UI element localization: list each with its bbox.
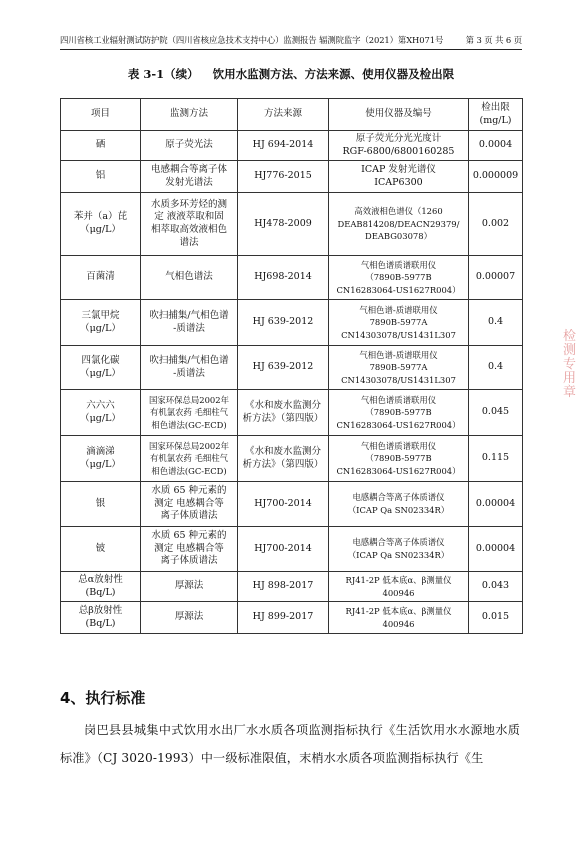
cell-source: HJ 898-2017 (238, 572, 329, 602)
cell-limit: 0.00004 (469, 527, 523, 572)
cell-source: HJ700-2014 (238, 527, 329, 572)
table-row (61, 482, 523, 527)
seal-stamp: 检测专用章 (563, 329, 577, 400)
table-title (60, 66, 522, 82)
cell-instrument: 气相色谱-质谱联用仪 7890B-5977A CN14303078/US1431L307 (329, 346, 469, 390)
cell-limit: 0.00007 (469, 256, 523, 300)
report-header (60, 34, 522, 50)
monitoring-methods-table (60, 98, 523, 634)
cell-limit: 0.015 (469, 602, 523, 634)
cell-item: 总β放射性 (Bq/L) (61, 602, 141, 634)
cell-source: HJ698-2014 (238, 256, 329, 300)
table-row (61, 346, 523, 390)
cell-limit: 0.043 (469, 572, 523, 602)
table-header-row (61, 99, 523, 131)
cell-instrument: 气相色谱质谱联用仪 （7890B-5977B CN16283064-US1627R004） (329, 390, 469, 436)
cell-instrument: 高效液相色谱仪（1260 DEAB814208/DEACN29379/ DEABG03078） (329, 193, 469, 256)
cell-method: 电感耦合等离子体 发射光谱法 (141, 161, 238, 193)
cell-source: 《水和废水监测分 析方法》（第四版） (238, 390, 329, 436)
cell-item: 滴滴涕 （μg/L） (61, 436, 141, 482)
cell-instrument: 原子荧光分光光度计 RGF-6800/6800160285 (329, 131, 469, 161)
cell-item: 铝 (61, 161, 141, 193)
cell-method: 厚源法 (141, 602, 238, 634)
cell-item: 银 (61, 482, 141, 527)
cell-item: 四氯化碳 （μg/L） (61, 346, 141, 390)
table-row (61, 193, 523, 256)
cell-source: HJ 639-2012 (238, 300, 329, 346)
cell-item: 总α放射性 (Bq/L) (61, 572, 141, 602)
cell-limit: 0.000009 (469, 161, 523, 193)
header-method: 监测方法 (141, 99, 238, 131)
cell-source: HJ700-2014 (238, 482, 329, 527)
cell-method: 水质 65 种元素的 测定 电感耦合等 离子体质谱法 (141, 527, 238, 572)
header-source: 方法来源 (238, 99, 329, 131)
table-row (61, 256, 523, 300)
cell-method: 水质 65 种元素的 测定 电感耦合等 离子体质谱法 (141, 482, 238, 527)
cell-item: 苯并（a）芘 （μg/L） (61, 193, 141, 256)
cell-instrument: 气相色谱-质谱联用仪 7890B-5977A CN14303078/US1431L307 (329, 300, 469, 346)
cell-limit: 0.115 (469, 436, 523, 482)
table-number: 表 3-1（续） (127, 67, 199, 81)
cell-instrument: 电感耦合等离子体质谱仪 （ICAP Qa SN02334R） (329, 482, 469, 527)
cell-method: 国家环保总局2002年 有机氯农药 毛细柱气 相色谱法(GC-ECD) (141, 436, 238, 482)
table-caption: 饮用水监测方法、方法来源、使用仪器及检出限 (212, 67, 455, 81)
cell-method: 厚源法 (141, 572, 238, 602)
cell-limit: 0.00004 (469, 482, 523, 527)
header-detection-limit: 检出限 (mg/L) (469, 99, 523, 131)
cell-source: HJ 694-2014 (238, 131, 329, 161)
standards-paragraph: 岗巴县县城集中式饮用水出厂水水质各项监测指标执行《生活饮用水水源地水质标准》（CJ 3020-1993）中一级标准限值，末梢水水质各项监测指标执行《生 (60, 723, 520, 765)
cell-instrument: ICAP 发射光谱仪 ICAP6300 (329, 161, 469, 193)
cell-instrument: 气相色谱质谱联用仪 （7890B-5977B CN16283064-US1627R004） (329, 436, 469, 482)
cell-method: 气相色谱法 (141, 256, 238, 300)
cell-item: 铍 (61, 527, 141, 572)
cell-item: 六六六 （μg/L） (61, 390, 141, 436)
header-page-number: 第 3 页 共 6 页 (465, 35, 522, 45)
cell-item: 百菌清 (61, 256, 141, 300)
cell-limit: 0.4 (469, 346, 523, 390)
cell-method: 国家环保总局2002年 有机氯农药 毛细柱气 相色谱法(GC-ECD) (141, 390, 238, 436)
cell-instrument: RJ41-2P 低本底α、β测量仪 400946 (329, 602, 469, 634)
header-title: 四川省核工业辐射测试防护院（四川省核应急技术支持中心）监测报告 辐测院监字（2021）第XH071号 (60, 35, 444, 45)
cell-instrument: 气相色谱质谱联用仪 （7890B-5977B CN16283064-US1627R004） (329, 256, 469, 300)
cell-source: HJ776-2015 (238, 161, 329, 193)
cell-limit: 0.0004 (469, 131, 523, 161)
cell-instrument: 电感耦合等离子体质谱仪 （ICAP Qa SN02334R） (329, 527, 469, 572)
table-row (61, 161, 523, 193)
cell-limit: 0.4 (469, 300, 523, 346)
cell-method: 吹扫捕集/气相色谱 -质谱法 (141, 346, 238, 390)
table-row (61, 436, 523, 482)
cell-instrument: RJ41-2P 低本底α、β测量仪 400946 (329, 572, 469, 602)
cell-method: 吹扫捕集/气相色谱 -质谱法 (141, 300, 238, 346)
table-row (61, 572, 523, 602)
table-row (61, 602, 523, 634)
header-instrument: 使用仪器及编号 (329, 99, 469, 131)
cell-source: HJ 639-2012 (238, 346, 329, 390)
section-heading: 4、执行标准 (60, 689, 146, 707)
table-row (61, 131, 523, 161)
cell-source: HJ 899-2017 (238, 602, 329, 634)
cell-method: 水质多环芳烃的测 定 液液萃取和固 相萃取高效液相色 谱法 (141, 193, 238, 256)
cell-source: 《水和废水监测分 析方法》（第四版） (238, 436, 329, 482)
cell-item: 三氯甲烷 （μg/L） (61, 300, 141, 346)
cell-limit: 0.045 (469, 390, 523, 436)
table-row (61, 527, 523, 572)
table-row (61, 300, 523, 346)
cell-source: HJ478-2009 (238, 193, 329, 256)
header-item: 项目 (61, 99, 141, 131)
table-row (61, 390, 523, 436)
cell-method: 原子荧光法 (141, 131, 238, 161)
cell-limit: 0.002 (469, 193, 523, 256)
cell-item: 硒 (61, 131, 141, 161)
